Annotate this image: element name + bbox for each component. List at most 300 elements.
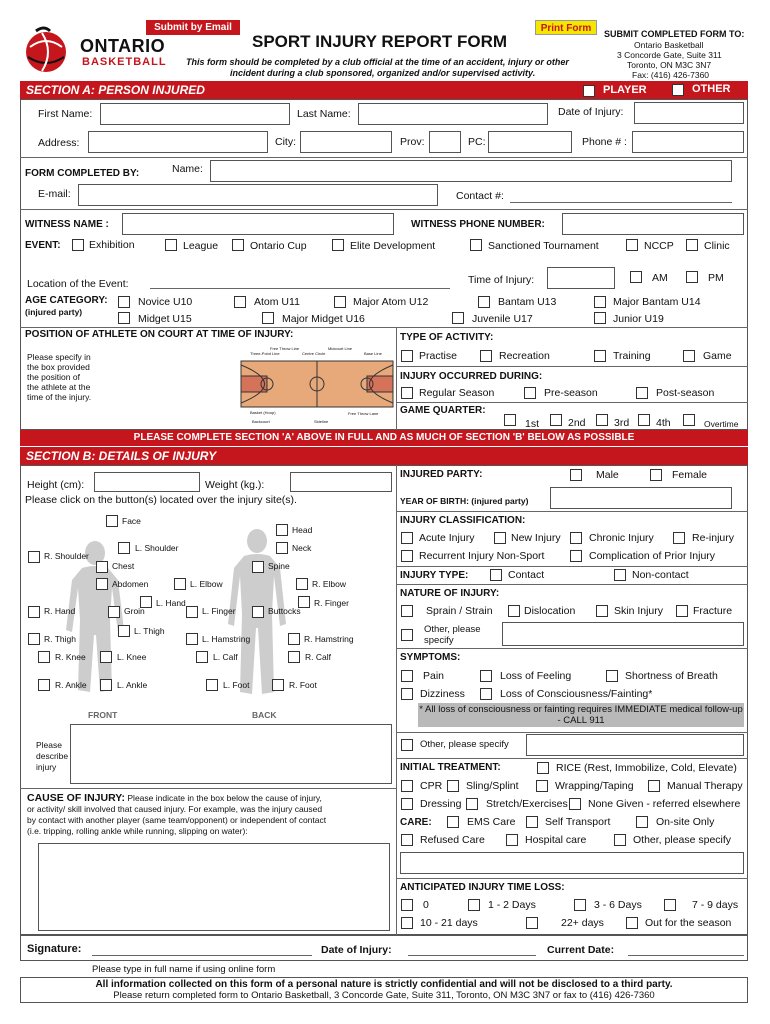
activity-game-label: Game [703,350,732,362]
treat-sling-checkbox[interactable] [447,780,459,792]
nature-label: NATURE OF INJURY: [400,588,500,599]
treat-cpr-checkbox[interactable] [401,780,413,792]
age-category-label: AGE CATEGORY: [25,295,108,306]
phone-label: Phone # : [582,136,627,148]
loss-22-checkbox[interactable] [526,917,538,929]
nature-skin-checkbox[interactable] [596,605,608,617]
age-atom-checkbox[interactable] [234,296,246,308]
fax-number: Fax: (416) 426-7360 [632,70,710,80]
type-contact-label: Contact [508,569,545,581]
address-line1: Ontario Basketball [634,40,704,50]
l-ankle-checkbox[interactable] [100,679,112,691]
treat-manual-checkbox[interactable] [648,780,660,792]
quarter-overtime-label: Overtime [704,419,739,429]
other-label: OTHER [692,83,731,95]
age-juvenile-checkbox[interactable] [452,312,464,324]
l-hamstring-checkbox[interactable] [186,633,198,645]
abdomen-label: Abdomen [112,579,149,589]
r-finger-label: R. Finger [314,598,349,608]
event-league-checkbox[interactable] [165,239,177,251]
care-other-checkbox[interactable] [614,834,626,846]
r-hamstring-label: R. Hamstring [304,634,354,644]
date-injury-field[interactable] [634,102,744,124]
first-name-label: First Name: [38,108,93,120]
address-line3: Toronto, ON M3C 3N7 [627,60,712,70]
l-elbow-checkbox[interactable] [174,578,186,590]
location-label: Location of the Event: [27,278,129,290]
court-label-freethrow: Free Throw Line [270,346,300,351]
back-label: BACK [252,710,277,720]
loss-3-6-checkbox[interactable] [574,899,586,911]
type-activity-label: TYPE OF ACTIVITY: [400,332,494,343]
class-acute-checkbox[interactable] [401,532,413,544]
event-exhibition-label: Exhibition [89,239,135,251]
treat-manual-label: Manual Therapy [667,780,743,792]
pm-checkbox[interactable] [686,271,698,283]
address-field[interactable] [88,131,268,153]
care-onsite-checkbox[interactable] [636,816,648,828]
quarter-2nd-label: 2nd [568,417,586,429]
position-title: POSITION OF ATHLETE ON COURT AT TIME OF INJURY: [25,329,294,340]
time-injury-field[interactable] [547,267,615,289]
class-chronic-checkbox[interactable] [570,532,582,544]
buttocks-checkbox[interactable] [252,606,264,618]
treat-dressing-label: Dressing [420,798,462,810]
symptom-other-checkbox[interactable] [401,739,413,751]
activity-recreation-checkbox[interactable] [480,350,492,362]
event-league-label: League [183,240,219,252]
quarter-3rd-label: 3rd [614,417,630,429]
ontario-basketball-logo [22,25,172,75]
event-sanctioned-checkbox[interactable] [470,239,482,251]
r-hand-label: R. Hand [44,606,76,616]
event-ontario-cup-label: Ontario Cup [250,240,307,252]
season-pre-checkbox[interactable] [524,387,536,399]
nature-skin-label: Skin Injury [614,605,664,617]
l-knee-checkbox[interactable] [100,651,112,663]
contact-line [510,202,732,203]
type-name-note: Please type in full name if using online form [92,964,276,975]
r-elbow-label: R. Elbow [312,579,347,589]
am-label: AM [652,272,668,284]
care-ems-label: EMS Care [467,816,516,828]
symptom-feeling-label: Loss of Feeling [500,670,572,682]
event-ontario-cup-checkbox[interactable] [232,239,244,251]
age-novice-checkbox[interactable] [118,296,130,308]
buttocks-label: Buttocks [268,606,301,616]
prov-field[interactable] [429,131,461,153]
symptoms-label: SYMPTOMS: [400,652,461,663]
loss-0-label: 0 [423,899,429,911]
confidential-note: All information collected on this form of a personal nature is strictly confidential and will not be disclosed to a third party. Please return completed form to Ontario Basketball, 3 Concorde Gate, Suite 311, Toronto, ON M3C 3N7 or fax to (416) 426-7360 [20,977,748,1003]
l-calf-checkbox[interactable] [196,651,208,663]
neck-checkbox[interactable] [276,542,288,554]
loss-1-2-checkbox[interactable] [468,899,480,911]
activity-recreation-label: Recreation [499,350,550,362]
time-injury-label: Time of Injury: [468,274,535,286]
care-other-label: Other, please specify [633,834,732,846]
describe-label: Please describe injury [36,740,69,772]
r-knee-checkbox[interactable] [38,651,50,663]
player-label: PLAYER [603,84,647,96]
event-clinic-label: Clinic [704,240,730,252]
class-recurrent-checkbox[interactable] [401,550,413,562]
care-refused-checkbox[interactable] [401,834,413,846]
front-label: FRONT [88,710,118,720]
female-label: Female [672,469,708,481]
l-shoulder-label: L. Shoulder [135,543,179,553]
court-label-centre: Centre Circle [302,351,326,356]
season-regular-label: Regular Season [419,387,495,399]
player-checkbox[interactable] [583,85,595,97]
age-novice-label: Novice U10 [138,296,193,308]
treat-cpr-label: CPR [420,780,443,792]
court-label-basket: Basket (Hoop) [250,410,276,415]
location-line [150,288,450,289]
height-field[interactable] [94,472,200,492]
class-complication-checkbox[interactable] [570,550,582,562]
pm-label: PM [708,272,724,284]
nature-dislocation-label: Dislocation [524,605,576,617]
complete-note: PLEASE COMPLETE SECTION 'A' ABOVE IN FULL AND AS MUCH OF SECTION 'B' BELOW AS POSSIBLE [20,430,748,446]
weight-label: Weight (kg.): [205,479,265,491]
court-label-sideline: Sideline [314,419,329,424]
classification-label: INJURY CLASSIFICATION: [400,515,526,526]
care-onsite-label: On-site Only [656,816,715,828]
witness-name-label: WITNESS NAME : [25,219,109,230]
r-calf-label: R. Calf [305,652,331,662]
r-hand-checkbox[interactable] [28,606,40,618]
witness-name-field[interactable] [122,213,394,235]
class-reinjury-label: Re-injury [692,532,735,544]
l-finger-checkbox[interactable] [186,606,198,618]
witness-phone-field[interactable] [562,213,744,235]
r-shoulder-checkbox[interactable] [28,551,40,563]
class-reinjury-checkbox[interactable] [673,532,685,544]
r-foot-checkbox[interactable] [272,679,284,691]
loss-7-9-label: 7 - 9 days [692,899,739,911]
treat-sling-label: Sling/Splint [466,780,519,792]
groin-label: Groin [124,606,145,616]
type-contact-checkbox[interactable] [490,569,502,581]
l-finger-label: L. Finger [202,606,236,616]
submit-email-button[interactable]: Submit by Email [146,20,240,35]
yob-field[interactable] [550,487,732,509]
other-checkbox[interactable] [672,84,684,96]
last-name-label: Last Name: [297,108,351,120]
time-loss-label: ANTICIPATED INJURY TIME LOSS: [400,882,565,893]
loss-0-checkbox[interactable] [401,899,413,911]
logo-ontario: ONTARIO [80,36,166,56]
loss-season-label: Out for the season [645,917,732,929]
nature-other-label: Other, please specify [424,624,481,646]
spine-label: Spine [268,561,290,571]
l-shoulder-checkbox[interactable] [118,542,130,554]
nature-other-checkbox[interactable] [401,629,413,641]
age-junior-checkbox[interactable] [594,312,606,324]
female-checkbox[interactable] [650,469,662,481]
symptom-other-field[interactable] [526,734,744,756]
nature-sprain-checkbox[interactable] [401,605,413,617]
age-major-atom-label: Major Atom U12 [353,296,429,308]
signature-line [92,955,312,956]
l-thigh-label: L. Thigh [134,626,165,636]
class-recurrent-label: Recurrent Injury Non-Sport [419,550,545,562]
loss-10-21-checkbox[interactable] [401,917,413,929]
chest-label: Chest [112,561,135,571]
email-field[interactable] [78,184,438,206]
l-calf-label: L. Calf [213,652,238,662]
describe-injury-field[interactable] [70,724,392,784]
age-major-bantam-checkbox[interactable] [594,296,606,308]
loss-season-checkbox[interactable] [626,917,638,929]
care-label: CARE: [400,817,432,828]
activity-practise-label: Practise [419,350,457,362]
quarter-1st-label: 1st [525,418,540,430]
treat-rice-checkbox[interactable] [537,762,549,774]
phone-field[interactable] [632,131,744,153]
city-field[interactable] [300,131,392,153]
r-thigh-label: R. Thigh [44,634,76,644]
symptom-breath-checkbox[interactable] [606,670,618,682]
age-major-atom-checkbox[interactable] [334,296,346,308]
subtitle-line2: incident during a club sponsored, organized and/or supervised activity. [230,68,536,78]
event-clinic-checkbox[interactable] [686,239,698,251]
care-other-field[interactable] [400,852,744,874]
cause-of-injury-text: CAUSE OF INJURY: Please indicate in the box below the cause of injury, or activity/ skill involved that caused injury. For example, was the injury caused by contact with another player (same team/opponent) or independent of contact (i.e. tripping, rolling ankle while running, slipping on water): [27,792,327,836]
care-ems-checkbox[interactable] [447,816,459,828]
symptom-consciousness-checkbox[interactable] [480,688,492,700]
signature-label: Signature: [27,943,82,955]
click-note: Please click on the button(s) located over the injury site(s). [25,494,297,506]
section-b-title: SECTION B: DETAILS OF INJURY [26,449,217,463]
quarter-3rd-checkbox[interactable] [596,414,608,426]
class-complication-label: Complication of Prior Injury [589,550,716,562]
address-label: Address: [38,137,80,149]
event-nccp-label: NCCP [644,240,674,252]
form-completed-label: FORM COMPLETED BY: [25,168,140,179]
page-title: SPORT INJURY REPORT FORM [252,32,508,51]
nature-other-field[interactable] [502,622,744,646]
treat-dressing-checkbox[interactable] [401,798,413,810]
groin-checkbox[interactable] [108,606,120,618]
treat-none-label: None Given - referred elsewhere [588,798,741,810]
treat-wrapping-label: Wrapping/Taping [555,780,634,792]
care-self-label: Self Transport [545,816,611,828]
position-help: Please specify in the box provided the position of the athlete at the time of the injury. [27,352,92,402]
activity-training-checkbox[interactable] [594,350,606,362]
l-foot-checkbox[interactable] [206,679,218,691]
treat-none-checkbox[interactable] [569,798,581,810]
treat-rice-label: RICE (Rest, Immobilize, Cold, Elevate) [556,762,737,774]
type-noncontact-checkbox[interactable] [614,569,626,581]
date-injury-label: Date of Injury: [558,106,624,118]
symptom-breath-label: Shortness of Breath [625,670,718,682]
age-major-bantam-label: Major Bantam U14 [613,296,701,308]
symptom-feeling-checkbox[interactable] [480,670,492,682]
age-midget-label: Midget U15 [138,313,192,325]
event-elite-label: Elite Development [350,240,436,252]
neck-label: Neck [292,543,312,553]
spine-checkbox[interactable] [252,561,264,573]
treatment-label: INITIAL TREATMENT: [400,762,501,773]
care-refused-label: Refused Care [420,834,485,846]
first-name-field[interactable] [100,103,290,125]
l-ankle-label: L. Ankle [117,680,148,690]
age-juvenile-label: Juvenile U17 [472,313,533,325]
quarter-overtime-checkbox[interactable] [683,414,695,426]
yob-label: YEAR OF BIRTH: (injured party) [400,496,529,506]
class-chronic-label: Chronic Injury [589,532,654,544]
abdomen-checkbox[interactable] [96,578,108,590]
court-label-lane: Free Throw Lane [348,411,379,416]
event-sanctioned-label: Sanctioned Tournament [488,240,599,252]
footer-date-injury-label: Date of Injury: [321,944,392,956]
email-label: E-mail: [38,188,71,200]
l-thigh-checkbox[interactable] [118,625,130,637]
symptom-dizziness-label: Dizziness [420,688,465,700]
injured-party-label: INJURED PARTY: [400,469,483,480]
event-exhibition-checkbox[interactable] [72,239,84,251]
male-label: Male [596,469,619,481]
city-label: City: [275,136,296,148]
male-checkbox[interactable] [570,469,582,481]
class-new-checkbox[interactable] [494,532,506,544]
current-date-label: Current Date: [547,944,615,956]
cause-of-injury-field[interactable] [38,843,390,931]
quarter-label: GAME QUARTER: [400,405,486,416]
pc-field[interactable] [488,131,572,153]
loss-1-2-label: 1 - 2 Days [488,899,536,911]
activity-training-label: Training [613,350,651,362]
court-label-baseline: Base Line [364,351,382,356]
court-diagram[interactable] [238,345,396,427]
face-checkbox[interactable] [106,515,118,527]
footer-date-injury-line [408,955,536,956]
loss-7-9-checkbox[interactable] [664,899,676,911]
injury-type-label: INJURY TYPE: [400,570,469,581]
contact-label: Contact #: [456,190,504,202]
completer-name-label: Name: [172,163,203,175]
r-elbow-checkbox[interactable] [296,578,308,590]
r-knee-label: R. Knee [55,652,86,662]
nature-fracture-label: Fracture [693,605,733,617]
symptom-consciousness-label: Loss of Consciousness/Fainting* [500,688,653,700]
prov-label: Prov: [400,136,425,148]
event-nccp-checkbox[interactable] [626,239,638,251]
class-acute-label: Acute Injury [419,532,475,544]
witness-phone-label: WITNESS PHONE NUMBER: [411,219,545,230]
age-bantam-label: Bantam U13 [498,296,557,308]
height-label: Height (cm): [27,479,85,491]
activity-practise-checkbox[interactable] [401,350,413,362]
head-checkbox[interactable] [276,524,288,536]
season-post-checkbox[interactable] [636,387,648,399]
cause-title: CAUSE OF INJURY: [27,792,126,804]
submit-to-heading: SUBMIT COMPLETED FORM TO: [604,29,745,39]
event-label: EVENT: [25,240,61,251]
care-hospital-checkbox[interactable] [506,834,518,846]
l-elbow-label: L. Elbow [190,579,223,589]
loss-10-21-label: 10 - 21 days [420,917,478,929]
season-post-label: Post-season [656,387,715,399]
event-elite-checkbox[interactable] [332,239,344,251]
section-a-title: SECTION A: PERSON INJURED [26,83,205,97]
r-thigh-checkbox[interactable] [28,633,40,645]
loss-22-label: 22+ days [561,917,604,929]
nature-dislocation-checkbox[interactable] [508,605,520,617]
treat-wrapping-checkbox[interactable] [536,780,548,792]
r-shoulder-label: R. Shoulder [44,551,89,561]
current-date-line [628,955,744,956]
age-midget-checkbox[interactable] [118,312,130,324]
warning-banner: * All loss of consciousness or fainting requires IMMEDIATE medical follow-up - CALL 911 [419,704,743,726]
season-pre-label: Pre-season [544,387,598,399]
completer-name-field[interactable] [210,160,732,182]
l-knee-label: L. Knee [117,652,147,662]
age-junior-label: Junior U19 [613,313,664,325]
l-hamstring-label: L. Hamstring [202,634,251,644]
age-atom-label: Atom U11 [254,296,300,308]
treat-stretch-label: Stretch/Exercises [486,798,568,810]
quarter-4th-label: 4th [656,417,671,429]
pc-label: PC: [468,136,486,148]
care-self-checkbox[interactable] [526,816,538,828]
logo-basketball: BASKETBALL [82,56,167,68]
quarter-2nd-checkbox[interactable] [550,414,562,426]
symptom-other-label: Other, please specify [420,739,509,750]
season-regular-checkbox[interactable] [401,387,413,399]
r-ankle-checkbox[interactable] [38,679,50,691]
section-b-heading [20,447,748,465]
age-major-midget-label: Major Midget U16 [282,313,365,325]
court-label-backcourt: Backcourt [252,419,270,424]
treat-stretch-checkbox[interactable] [466,798,478,810]
subtitle-line1: This form should be completed by a club official at the time of an accident, injury or other [186,57,569,67]
r-calf-checkbox[interactable] [288,651,300,663]
nature-fracture-checkbox[interactable] [676,605,688,617]
class-new-label: New Injury [511,532,561,544]
print-form-button[interactable]: Print Form [535,20,597,35]
nature-sprain-label: Sprain / Strain [426,605,493,617]
quarter-1st-checkbox[interactable] [504,414,516,426]
occurred-label: INJURY OCCURRED DURING: [400,371,543,382]
type-noncontact-label: Non-contact [632,569,689,581]
chest-checkbox[interactable] [96,561,108,573]
head-label: Head [292,525,313,535]
activity-game-checkbox[interactable] [683,350,695,362]
quarter-4th-checkbox[interactable] [638,414,650,426]
symptom-pain-checkbox[interactable] [401,670,413,682]
am-checkbox[interactable] [630,271,642,283]
r-ankle-label: R. Ankle [55,680,87,690]
loss-3-6-label: 3 - 6 Days [594,899,642,911]
l-hand-label: L. Hand [156,598,186,608]
weight-field[interactable] [290,472,392,492]
last-name-field[interactable] [358,103,548,125]
address-line2: 3 Concorde Gate, Suite 311 [617,50,722,60]
age-bantam-checkbox[interactable] [478,296,490,308]
r-foot-label: R. Foot [289,680,317,690]
l-foot-label: L. Foot [223,680,250,690]
symptom-pain-label: Pain [423,670,445,682]
r-hamstring-checkbox[interactable] [288,633,300,645]
court-label-threepoint: Three-Point Line [250,351,280,356]
face-label: Face [122,516,141,526]
symptom-dizziness-checkbox[interactable] [401,688,413,700]
age-major-midget-checkbox[interactable] [262,312,274,324]
age-category-sub: (injured party) [25,307,83,317]
